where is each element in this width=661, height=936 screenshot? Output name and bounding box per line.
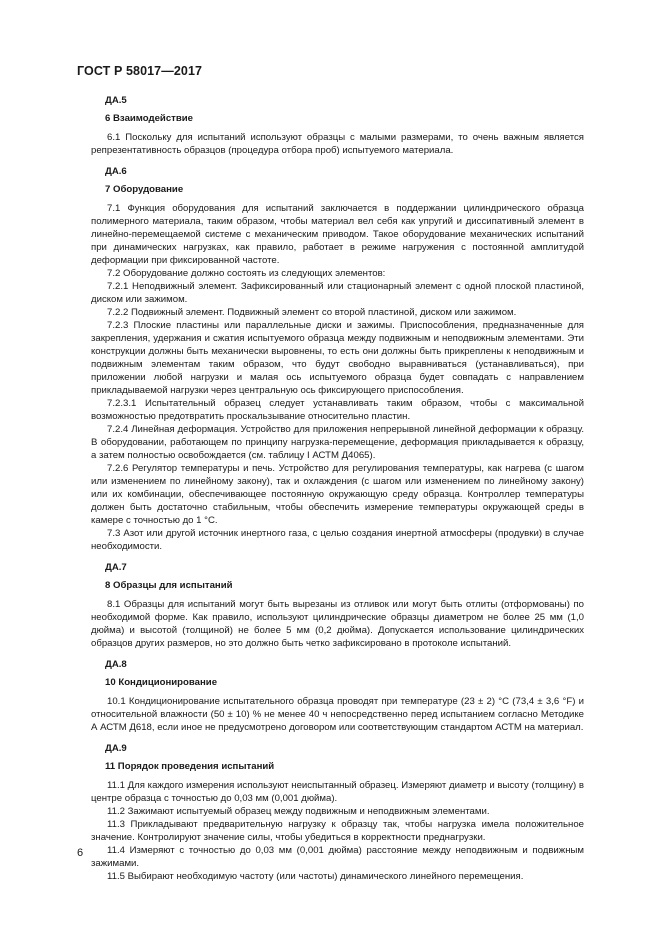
paragraph: 11.5 Выбирают необходимую частоту (или частоты) динамического линейного перемещения. [107, 871, 524, 882]
document-header: ГОСТ Р 58017—2017 [77, 64, 203, 78]
paragraph: 6.1 Поскольку для испытаний используют образцы с малыми размерами, то очень важным является репрезентативность образцов (процедура отбора проб) испытуемого материала. [91, 132, 584, 156]
paragraph: 7.2.6 Регулятор температуры и печь. Устройство для регулирования температуры, как нагрева (с шагом или изменением по линейному закону), так и охлаждения (с шагом или изменением по линейному закону) или их комбинации, обеспечивающее постоянную окружающую среду образца. Контроллер температуры должен быть достаточно стабильным, чтобы обеспечить измерение температуры окружающей среды в камере с точностью до 1 °С. [91, 463, 584, 526]
section-heading: 7 Оборудование [105, 184, 184, 195]
annex-subsection-label: ДА.5 [105, 95, 127, 106]
annex-subsection-label: ДА.7 [105, 562, 127, 573]
page-number: 6 [77, 847, 84, 859]
paragraph: 7.2.4 Линейная деформация. Устройство для приложения непрерывной линейной деформации к образцу. В оборудовании, работающем по принципу нагрузка-перемещение, деформация прикладывается к образцу, а затем полностью освобождается (см. таблицу I АСТМ Д4065). [91, 424, 584, 461]
paragraph: 11.4 Измеряют с точностью до 0,03 мм (0,001 дюйма) расстояние между неподвижным и подвижным зажимами. [91, 845, 584, 869]
annex-subsection-label: ДА.9 [105, 743, 127, 754]
annex-subsection-label: ДА.6 [105, 166, 127, 177]
section-heading: 8 Образцы для испытаний [105, 580, 233, 591]
section-heading: 10 Кондиционирование [105, 677, 218, 688]
paragraph: 7.2.3.1 Испытательный образец следует устанавливать таким образом, чтобы с максимальной возможностью предотвратить проскальзывание относительно пластин. [91, 398, 584, 422]
paragraph: 10.1 Кондиционирование испытательного образца проводят при температуре (23 ± 2) °С (73,4 ± 3,6 °F) и относительной влажности (50 ± 10) % не менее 40 ч непосредственно перед испытанием согласно Методике А АСТМ Д618, если иное не предусмотрено договором или соответствующим стандартом АСТМ на материал. [91, 696, 584, 733]
paragraph: 7.2.1 Неподвижный элемент. Зафиксированный или стационарный элемент с одной плоской пластиной, диском или зажимом. [91, 281, 584, 305]
section-heading: 6 Взаимодействие [105, 113, 193, 124]
paragraph: 11.1 Для каждого измерения используют неиспытанный образец. Измеряют диаметр и высоту (толщину) в центре образца с точностью до 0,03 мм (0,001 дюйма). [91, 780, 584, 804]
annex-subsection-label: ДА.8 [105, 659, 127, 670]
paragraph: 8.1 Образцы для испытаний могут быть вырезаны из отливок или могут быть отлиты (отформованы) по необходимой форме. Как правило, используют цилиндрические образцы диаметром не более 25 мм (1,0 дюйма) и высотой (толщиной) не более 5 мм (0,2 дюйма). Допускается использование цилиндрических образцов других размеров, но это должно быть четко зафиксировано в протоколе испытаний. [91, 599, 584, 649]
paragraph: 11.2 Зажимают испытуемый образец между подвижным и неподвижным элементами. [107, 806, 490, 817]
paragraph: 7.2.2 Подвижный элемент. Подвижный элемент со второй пластиной, диском или зажимом. [107, 307, 517, 318]
paragraph: 7.2.3 Плоские пластины или параллельные диски и зажимы. Приспособления, предназначенные для закрепления, удержания и сжатия испытуемого образца между подвижным и неподвижным элементами. Эти конструкции должны быть механически выровнены, то есть они должны быть прикреплены к неподвижным и подвижным элементам таким образом, что будут свободно выравниваться (устанавливаться), при приложении любой нагрузки и малая ось испытуемого образца будет совпадать с направлением прикладываемой нагрузки через центральную ось фиксирующего приспособления. [91, 320, 584, 396]
document-body [91, 94, 584, 883]
paragraph: 7.3 Азот или другой источник инертного газа, с целью создания инертной атмосферы (продувки) в случае необходимости. [91, 528, 584, 552]
section-heading: 11 Порядок проведения испытаний [105, 761, 275, 772]
paragraph: 7.2 Оборудование должно состоять из следующих элементов: [107, 268, 386, 279]
paragraph: 7.1 Функция оборудования для испытаний заключается в поддержании цилиндрического образца полимерного материала, таким образом, чтобы материал вел себя как упругий и диссипативный элемент в линейно-перемещаемой системе с механическим приводом. Такое оборудование механических испытаний при динамических нагрузках, как правило, работает в режиме нагружения с постоянной амплитудой деформации при фиксированной частоте. [91, 203, 584, 266]
paragraph: 11.3 Прикладывают предварительную нагрузку к образцу так, чтобы нагрузка имела положительное значение. Контролируют значение силы, чтобы убедиться в корректности преднагрузки. [91, 819, 584, 843]
